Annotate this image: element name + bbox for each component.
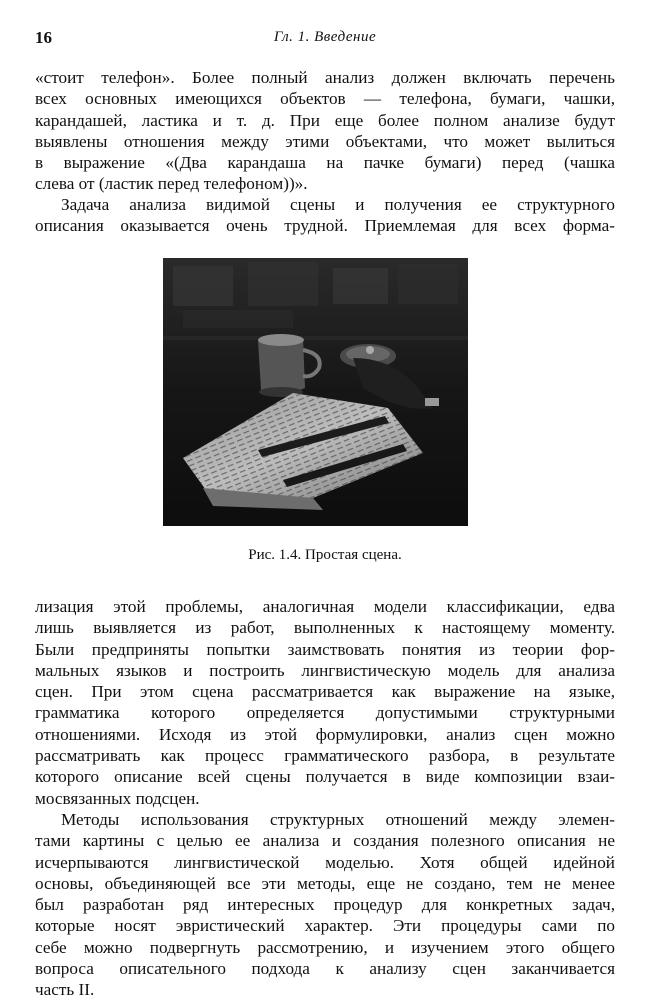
figure-caption: Рис. 1.4. Простая сцена. [248, 547, 402, 563]
text-line: мальных языков и построить лингвистическую модель для анализа [35, 660, 615, 680]
text-line: рассматривать как процесс грамматического разбора, в результате [35, 746, 615, 766]
text-line: в выражение «(Два карандаша на пачке бумаги) перед (чашка [35, 153, 615, 173]
paragraph-2 [35, 194, 615, 237]
paragraph-4 [35, 809, 615, 1001]
text-line: которые носят эвристический характер. Эти процедуры сами по [35, 916, 615, 936]
text-line: отношениями. Исходя из этой формулировки, анализ сцен можно [35, 724, 615, 744]
text-line: всех основных имеющихся объектов — телефона, бумаги, чашки, [35, 89, 615, 109]
text-line: Методы использования структурных отношений между элемен- [61, 810, 615, 829]
paragraph-1 [35, 67, 615, 195]
text-line: грамматика которого определяется допустимыми структурными [35, 703, 615, 723]
running-head: Гл. 1. Введение [273, 29, 377, 45]
text-line: карандашей, ластика и т. д. При еще более полном анализе будут [35, 110, 615, 130]
text-line: основы, объединяющей все эти методы, еще не создано, тем не менее [35, 873, 615, 893]
text-line: лизация этой проблемы, аналогичная модели классификации, едва [35, 597, 615, 616]
text-line: слева от (ластик перед телефоном))». [35, 174, 308, 194]
paragraph-3 [35, 596, 615, 809]
page-number: 16 [35, 28, 52, 47]
text-line: вопроса описательного подхода к анализу сцен заканчивается [35, 959, 615, 979]
text-line: себе можно подвергнуть рассмотрению, и изучением этого общего [35, 937, 615, 957]
text-line: Задача анализа видимой сцены и получения ее структурного [61, 195, 615, 214]
text-line: исчерпываются лингвистической моделью. Хотя общей идейной [35, 852, 615, 872]
text-line: которого описание всей сцены получается в виде композиции взаи- [35, 767, 615, 787]
scene-photo-image [163, 258, 468, 526]
text-line: описания оказывается очень трудной. Приемлемая для всех форма- [35, 216, 615, 236]
text-line: часть II. [35, 980, 95, 1000]
scene-photo [163, 258, 468, 526]
text-line: мосвязанных подсцен. [35, 788, 200, 808]
text-line: лишь выявляется из работ, выполненных к настоящему моменту. [35, 618, 615, 638]
page-header [35, 28, 615, 50]
text-line: «стоит телефон». Более полный анализ должен включать перечень [35, 68, 615, 87]
text-line: Были предприняты попытки заимствовать понятия из теории фор- [35, 639, 615, 659]
text-line: был разработан ряд интересных процедур для конкретных задач, [35, 895, 615, 915]
text-line: выявлены отношения между этими объектами, что может вылиться [35, 131, 615, 151]
text-line: сцен. При этом сцена рассматривается как выражение на языке, [35, 682, 615, 702]
text-line: тами картины с целью ее анализа и создания полезного описания не [35, 831, 615, 851]
